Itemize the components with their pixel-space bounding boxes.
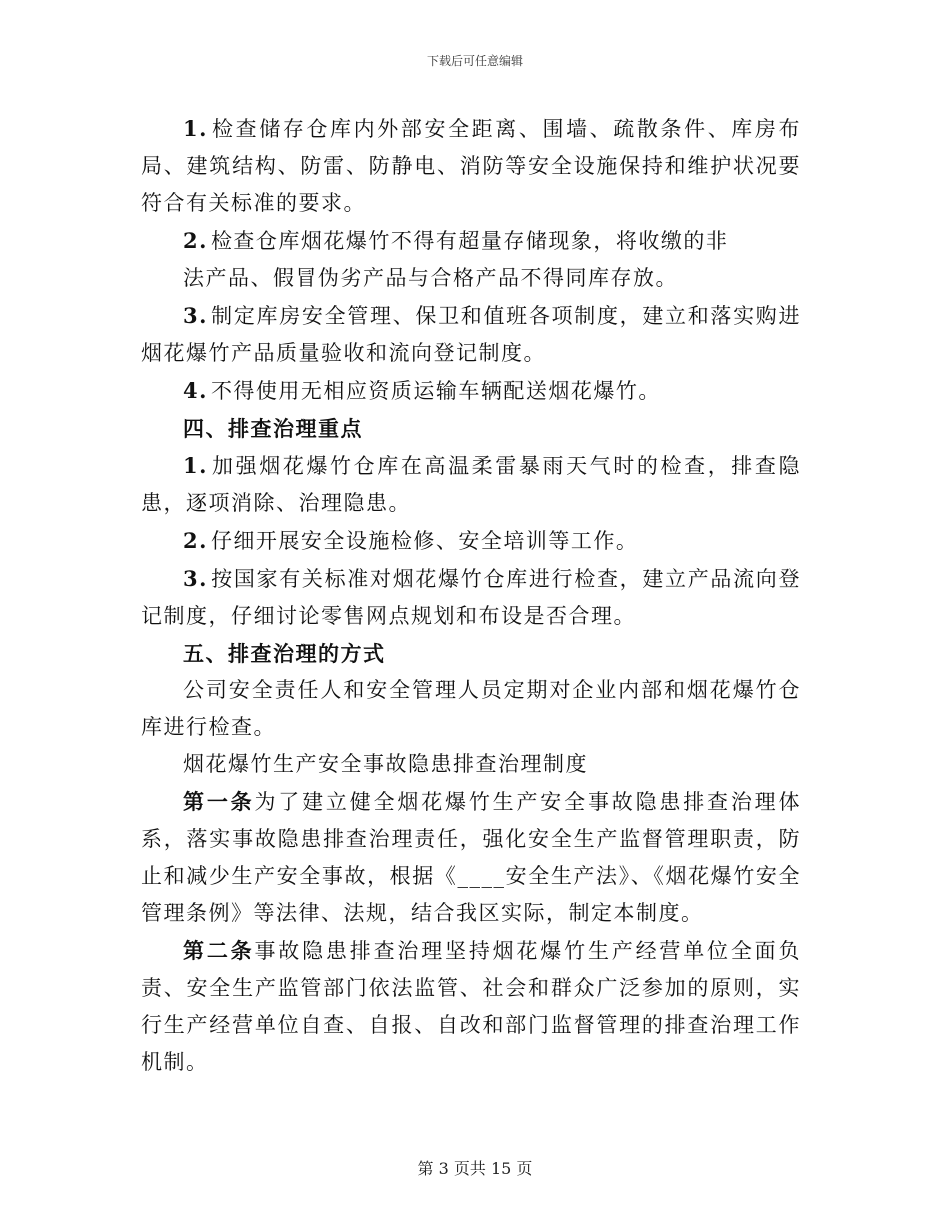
paragraph-text: 事故隐患排查治理坚持烟花爆竹生产经营单位全面负责、安全生产监管部门依法监管、社会和群众广泛参加的原则，实行生产经营单位自查、自报、自改和部门监督管理的排查治理工作机制。 xyxy=(141,939,802,1074)
item-number: 1. xyxy=(183,116,208,141)
paragraph-weather-check xyxy=(141,447,801,522)
paragraph-text: 公司安全责任人和安全管理人员定期对企业内部和烟花爆竹仓库进行检查。 xyxy=(141,678,801,739)
paragraph-text: 烟花爆竹生产安全事故隐患排查治理制度 xyxy=(183,752,588,776)
paragraph-text: 检查仓库烟花爆竹不得有超量存储现象，将收缴的非 xyxy=(210,229,729,253)
paragraph-text: 加强烟花爆竹仓库在高温柔雷暴雨天气时的检查，排查隐患，逐项消除、治理隐患。 xyxy=(141,454,801,515)
paragraph-check-overstock xyxy=(141,222,801,260)
paragraph-text: 制定库房安全管理、保卫和值班各项制度，建立和落实购进烟花爆竹产品质量验收和流向登记制度。 xyxy=(141,304,801,365)
paragraph-text: 为了建立健全烟花爆竹生产安全事故隐患排查治理体系，落实事故隐患排查治理责任，强化安全生产监督管理职责，防止和减少生产安全事故，根据《____安全生产法》、《烟花爆竹安全管理条例》等法律、法规，结合我区实际，制定本制度。 xyxy=(141,790,802,925)
item-number: 2. xyxy=(183,228,208,253)
paragraph-check-distance xyxy=(141,110,801,222)
paragraph-text: 仔细开展安全设施检修、安全培训等工作。 xyxy=(210,529,639,553)
paragraph-article-2 xyxy=(141,932,801,1081)
paragraph-article-1 xyxy=(141,783,801,932)
paragraph-check-overstock-cont xyxy=(141,260,801,297)
paragraph-text: 按国家有关标准对烟花爆竹仓库进行检查，建立产品流向登记制度，仔细讨论零售网点规划和布设是否合理。 xyxy=(141,567,801,628)
paragraph-maintenance xyxy=(141,522,801,560)
paragraph-system-title xyxy=(141,746,801,783)
item-number: 3. xyxy=(183,566,208,591)
article-label: 第一条 xyxy=(183,789,255,814)
document-body xyxy=(141,110,801,1081)
paragraph-standards-check xyxy=(141,560,801,635)
section-heading-4: 四、排查治理重点 xyxy=(183,416,363,441)
page-header: 下载后可任意编辑 xyxy=(426,54,523,68)
item-number: 1. xyxy=(183,453,208,478)
paragraph-text: 法产品、假冒伪劣产品与合格产品不得同库存放。 xyxy=(183,266,678,290)
item-number: 3. xyxy=(183,303,208,328)
paragraph-transport xyxy=(141,372,801,410)
article-label: 第二条 xyxy=(183,938,255,963)
section-heading-5: 五、排查治理的方式 xyxy=(183,641,386,666)
paragraph-text: 不得使用无相应资质运输车辆配送烟花爆竹。 xyxy=(210,379,661,403)
page-footer: 第 3 页共 15 页 xyxy=(417,1159,533,1178)
paragraph-management-system xyxy=(141,297,801,372)
item-number: 2. xyxy=(183,528,208,553)
paragraph-periodic-check xyxy=(141,672,801,746)
item-number: 4. xyxy=(183,378,208,403)
paragraph-text: 检查储存仓库内外部安全距离、围墙、疏散条件、库房布局、建筑结构、防雷、防静电、消防等安全设施保持和维护状况要符合有关标准的要求。 xyxy=(141,117,801,215)
